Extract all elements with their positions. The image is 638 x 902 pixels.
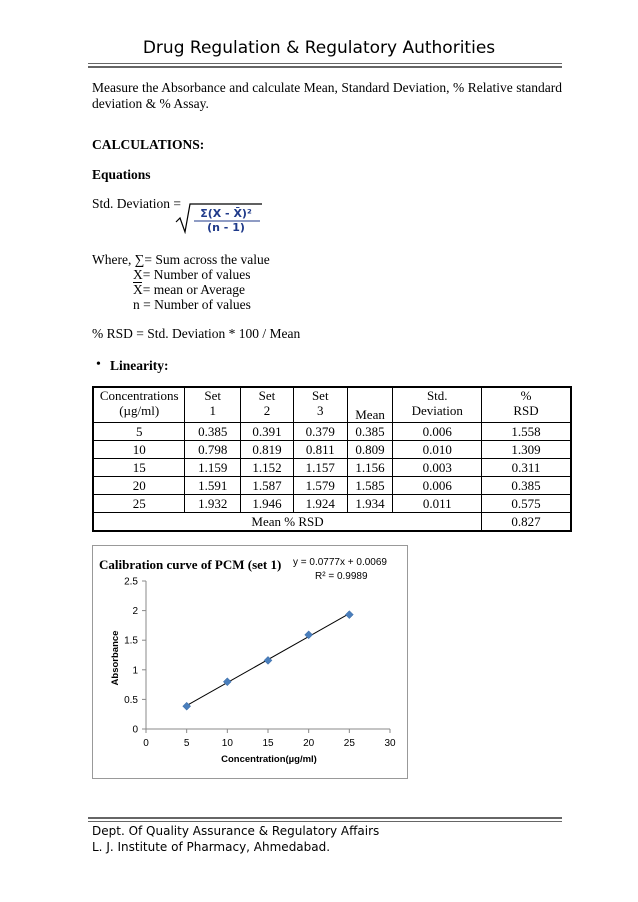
bullet-icon: • bbox=[96, 357, 101, 372]
mean-rsd-value: 0.827 bbox=[482, 513, 571, 532]
y-tick-label: 1 bbox=[132, 665, 138, 677]
y-tick-label: 0 bbox=[132, 724, 138, 736]
formula-denominator: (n - 1) bbox=[207, 221, 245, 234]
table-cell: 25 bbox=[93, 495, 185, 513]
table-cell: 1.932 bbox=[185, 495, 241, 513]
table-cell: 0.575 bbox=[482, 495, 571, 513]
header-set-3: Set 3 bbox=[293, 387, 347, 423]
table-row bbox=[93, 495, 571, 513]
table-cell: 15 bbox=[93, 459, 185, 477]
table-cell: 0.811 bbox=[293, 441, 347, 459]
x-tick-label: 15 bbox=[262, 738, 274, 749]
table-row bbox=[93, 459, 571, 477]
header-concentration: Concentrations (µg/ml) bbox=[93, 387, 185, 423]
table-cell: 1.159 bbox=[185, 459, 241, 477]
equations-heading: Equations bbox=[92, 167, 151, 182]
x-tick-label: 10 bbox=[221, 738, 233, 749]
calculations-heading: CALCULATIONS: bbox=[92, 137, 205, 152]
table-cell: 1.924 bbox=[293, 495, 347, 513]
header-std-deviation: Std. Deviation bbox=[393, 387, 482, 423]
table-cell: 0.006 bbox=[393, 477, 482, 495]
calibration-chart bbox=[92, 545, 408, 779]
where-line-2: X= Number of values bbox=[133, 267, 251, 282]
rsd-equation: % RSD = Std. Deviation * 100 / Mean bbox=[92, 326, 301, 341]
linearity-table bbox=[92, 386, 572, 532]
table-cell: 1.157 bbox=[293, 459, 347, 477]
std-dev-formula bbox=[174, 200, 264, 234]
table-row bbox=[93, 441, 571, 459]
header-mean: Mean bbox=[347, 387, 393, 423]
table-cell: 1.946 bbox=[241, 495, 294, 513]
chart-r-squared: R² = 0.9989 bbox=[315, 571, 368, 582]
table-cell: 0.819 bbox=[241, 441, 294, 459]
chart-title: Calibration curve of PCM (set 1) bbox=[99, 557, 282, 572]
y-tick-label: 2 bbox=[132, 606, 138, 618]
x-tick-label: 5 bbox=[183, 738, 190, 749]
table-cell: 5 bbox=[93, 423, 185, 441]
table-cell: 0.010 bbox=[393, 441, 482, 459]
table-cell: 0.391 bbox=[241, 423, 294, 441]
data-point bbox=[345, 611, 353, 619]
header-rsd: % RSD bbox=[482, 387, 571, 423]
header-set-2: Set 2 bbox=[241, 387, 294, 423]
x-tick-label: 0 bbox=[143, 738, 149, 749]
table-cell: 0.798 bbox=[185, 441, 241, 459]
table-cell: 0.003 bbox=[393, 459, 482, 477]
table-row bbox=[93, 477, 571, 495]
table-cell: 1.934 bbox=[347, 495, 393, 513]
table-cell: 0.379 bbox=[293, 423, 347, 441]
table-cell: 1.585 bbox=[347, 477, 393, 495]
chart-y-axis-label: Absorbance bbox=[110, 630, 121, 686]
y-tick-label: 0.5 bbox=[124, 694, 138, 706]
std-dev-label: Std. Deviation = bbox=[92, 196, 181, 211]
table-cell: 1.587 bbox=[241, 477, 294, 495]
table-row bbox=[93, 423, 571, 441]
table-header-row bbox=[93, 387, 571, 423]
page-header-title: Drug Regulation & Regulatory Authorities bbox=[142, 38, 496, 58]
y-tick-label: 2.5 bbox=[124, 576, 138, 588]
data-point bbox=[183, 702, 191, 710]
where-line-4: n = Number of values bbox=[133, 297, 251, 312]
y-tick-label: 1.5 bbox=[124, 635, 138, 647]
table-cell: 1.558 bbox=[482, 423, 571, 441]
footer-line-2: L. J. Institute of Pharmacy, Ahmedabad. bbox=[92, 840, 331, 854]
footer-rule bbox=[88, 817, 562, 822]
x-tick-label: 30 bbox=[384, 738, 396, 749]
linearity-heading: Linearity: bbox=[110, 358, 169, 373]
formula-numerator: Σ(X - X̄)² bbox=[200, 207, 252, 220]
header-set-1: Set 1 bbox=[185, 387, 241, 423]
table-cell: 0.006 bbox=[393, 423, 482, 441]
where-line-1: Where, ∑= Sum across the value bbox=[92, 252, 270, 267]
where-line-3-text: X= mean or Average bbox=[133, 282, 245, 297]
table-cell: 0.385 bbox=[482, 477, 571, 495]
table-cell: 20 bbox=[93, 477, 185, 495]
chart-svg bbox=[93, 546, 407, 778]
mean-rsd-label: Mean % RSD bbox=[93, 513, 482, 532]
x-tick-label: 20 bbox=[303, 738, 315, 749]
table-cell: 0.011 bbox=[393, 495, 482, 513]
where-line-3 bbox=[133, 282, 245, 298]
table-cell: 0.311 bbox=[482, 459, 571, 477]
table-cell: 10 bbox=[93, 441, 185, 459]
table-footer-row bbox=[93, 513, 571, 532]
table-cell: 0.385 bbox=[347, 423, 393, 441]
table-cell: 1.579 bbox=[293, 477, 347, 495]
intro-paragraph: Measure the Absorbance and calculate Mean, Standard Deviation, % Relative standard deviation & % Assay. bbox=[92, 80, 562, 111]
table-cell: 0.385 bbox=[185, 423, 241, 441]
table-cell: 1.309 bbox=[482, 441, 571, 459]
chart-x-axis-label: Concentration(µg/ml) bbox=[221, 754, 317, 765]
footer-line-1: Dept. Of Quality Assurance & Regulatory Affairs bbox=[92, 824, 380, 838]
x-tick-label: 25 bbox=[343, 738, 355, 749]
table-cell: 1.152 bbox=[241, 459, 294, 477]
header-rule bbox=[88, 63, 562, 68]
table-cell: 1.156 bbox=[347, 459, 393, 477]
table-cell: 1.591 bbox=[185, 477, 241, 495]
chart-equation: y = 0.0777x + 0.0069 bbox=[293, 557, 387, 568]
table-cell: 0.809 bbox=[347, 441, 393, 459]
